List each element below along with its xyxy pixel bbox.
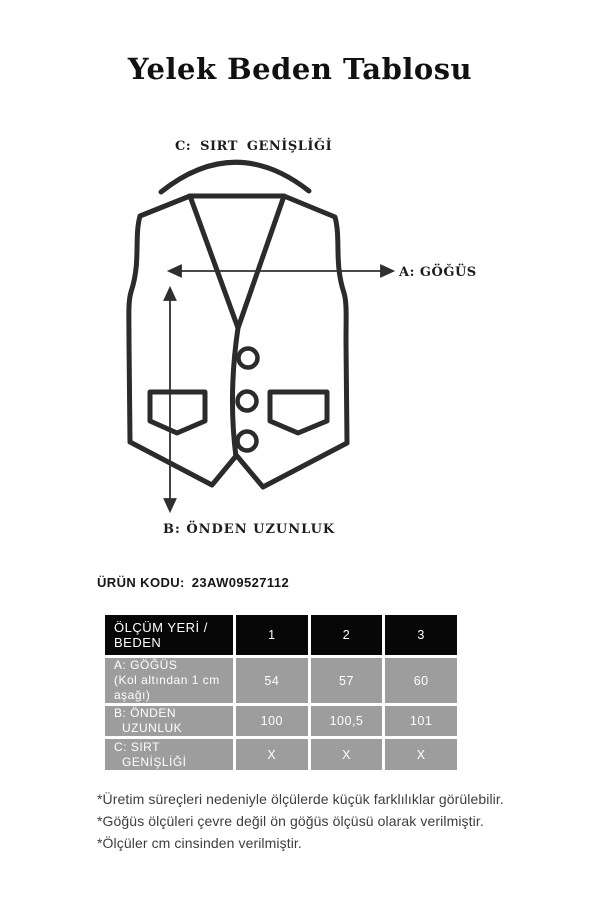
vest-hem-left bbox=[130, 442, 236, 485]
row-label-chest: A: GÖĞÜS (Kol altından 1 cm aşağı) bbox=[104, 657, 235, 705]
footnote-production: *Üretim süreçleri nedeniyle ölçülerde küçük farklılıklar görülebilir. bbox=[97, 791, 504, 807]
cell-back-width-size-1: X bbox=[235, 738, 310, 772]
size-table-header-row bbox=[104, 614, 459, 657]
cell-chest-size-1: 54 bbox=[235, 657, 310, 705]
product-code-label: ÜRÜN KODU: bbox=[97, 575, 185, 590]
column-header-size-3: 3 bbox=[384, 614, 459, 657]
chest-label: A: GÖĞÜS bbox=[399, 265, 477, 280]
cell-back-width-size-3: X bbox=[384, 738, 459, 772]
back-width-label: C: SIRT GENİŞLİĞİ bbox=[175, 139, 333, 154]
vest-button-3 bbox=[238, 432, 257, 451]
cell-chest-size-2: 57 bbox=[309, 657, 384, 705]
cell-front-length-size-1: 100 bbox=[235, 705, 310, 738]
size-table bbox=[102, 612, 460, 773]
footnotes bbox=[97, 791, 504, 857]
vest-left-side bbox=[129, 196, 190, 442]
table-row-chest bbox=[104, 657, 459, 705]
vest-lapel-left bbox=[190, 196, 238, 328]
chest-arrowhead-left bbox=[169, 266, 181, 277]
table-row-front-length bbox=[104, 705, 459, 738]
column-header-measure-place: ÖLÇÜM YERİ / BEDEN bbox=[104, 614, 235, 657]
back-width-arc bbox=[161, 162, 309, 192]
cell-front-length-size-2: 100,5 bbox=[309, 705, 384, 738]
vest-lapel-right bbox=[238, 196, 284, 328]
cell-front-length-size-3: 101 bbox=[384, 705, 459, 738]
footnote-chest-measure: *Göğüs ölçüleri çevre değil ön göğüs ölçüsü olarak verilmiştir. bbox=[97, 813, 484, 829]
cell-chest-size-3: 60 bbox=[384, 657, 459, 705]
footnote-cm-units: *Ölçüler cm cinsinden verilmiştir. bbox=[97, 835, 302, 851]
column-header-size-2: 2 bbox=[309, 614, 384, 657]
vest-button-2 bbox=[238, 392, 257, 411]
vest-pocket-left bbox=[150, 392, 205, 433]
row-label-back-width: C: SIRT GENİŞLİĞİ bbox=[104, 738, 235, 772]
front-length-label: B: ÖNDEN UZUNLUK bbox=[163, 522, 336, 537]
vest-pocket-right bbox=[270, 392, 327, 433]
front-length-arrowhead-down bbox=[165, 499, 176, 511]
vest-button-1 bbox=[239, 349, 258, 368]
row-label-front-length: B: ÖNDEN UZUNLUK bbox=[104, 705, 235, 738]
product-code-value: 23AW09527112 bbox=[191, 575, 290, 590]
column-header-size-1: 1 bbox=[235, 614, 310, 657]
page-title: Yelek Beden Tablosu bbox=[127, 52, 473, 86]
cell-back-width-size-2: X bbox=[309, 738, 384, 772]
front-length-arrowhead-up bbox=[165, 288, 176, 300]
chest-arrowhead-right bbox=[381, 266, 393, 277]
table-row-back-width bbox=[104, 738, 459, 772]
vest-right-side bbox=[284, 196, 347, 443]
product-code-line bbox=[97, 575, 289, 590]
